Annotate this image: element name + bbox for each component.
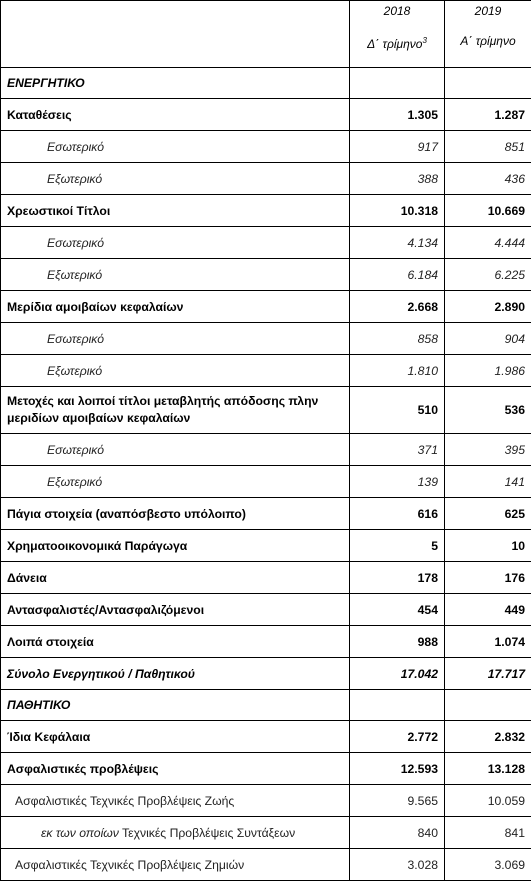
row-label: Ασφαλιστικές προβλέψεις — [1, 753, 350, 785]
header-quarter-2019: Α΄ τρίμηνο — [460, 34, 516, 48]
row-value-2019: 625 — [445, 498, 531, 530]
section-title-assets: ΕΝΕΡΓΗΤΙΚΟ — [1, 68, 350, 99]
row-value-2018: 9.565 — [350, 785, 445, 817]
table-row — [1, 530, 531, 562]
row-value-2019: 449 — [445, 594, 531, 626]
total-label: Σύνολο Ενεργητικού / Παθητικού — [1, 658, 350, 690]
row-label: Καταθέσεις — [1, 99, 350, 131]
header-col-2018 — [350, 1, 445, 68]
total-row — [1, 658, 531, 690]
row-value-2019: 2.832 — [445, 721, 531, 753]
row-value-2019: 10 — [445, 530, 531, 562]
row-value-2018: 510 — [350, 387, 445, 434]
table-row — [1, 849, 531, 881]
row-value-2019: 1.287 — [445, 99, 531, 131]
row-label: Εξωτερικό — [1, 466, 350, 498]
header-footnote-mark: 3 — [422, 36, 427, 45]
row-value-2019: 851 — [445, 131, 531, 163]
table-row — [1, 785, 531, 817]
row-value-2018: 10.318 — [350, 195, 445, 227]
row-value-2019: 3.069 — [445, 849, 531, 881]
row-label: Εξωτερικό — [1, 163, 350, 195]
table-row — [1, 163, 531, 195]
row-value-2018: 388 — [350, 163, 445, 195]
row-value-2019: 2.890 — [445, 291, 531, 323]
row-label: Αντασφαλιστές/Αντασφαλιζόμενοι — [1, 594, 350, 626]
row-value-2018: 2.772 — [350, 721, 445, 753]
row-value-2018: 454 — [350, 594, 445, 626]
row-label: Εσωτερικό — [1, 323, 350, 355]
table-row — [1, 355, 531, 387]
table-row — [1, 498, 531, 530]
table-row — [1, 131, 531, 163]
row-value-2018: 12.593 — [350, 753, 445, 785]
row-label: Εσωτερικό — [1, 434, 350, 466]
row-label: Μερίδια αμοιβαίων κεφαλαίων — [1, 291, 350, 323]
row-label: Ίδια Κεφάλαια — [1, 721, 350, 753]
row-value-2018: 3.028 — [350, 849, 445, 881]
row-value-2018: 178 — [350, 562, 445, 594]
table-row — [1, 323, 531, 355]
row-value-2019: 841 — [445, 817, 531, 849]
row-value-2018: 917 — [350, 131, 445, 163]
total-value-2018: 17.042 — [350, 658, 445, 690]
row-value-2018: 2.668 — [350, 291, 445, 323]
row-label: Λοιπά στοιχεία — [1, 626, 350, 658]
row-label: Χρεωστικοί Τίτλοι — [1, 195, 350, 227]
table-row — [1, 387, 531, 434]
row-value-2019: 141 — [445, 466, 531, 498]
section-title-liabilities: ΠΑΘΗΤΙΚΟ — [1, 690, 350, 721]
section-assets — [1, 68, 531, 99]
table-row — [1, 466, 531, 498]
row-value-2019: 176 — [445, 562, 531, 594]
row-label-prefix: εκ των οποίων — [41, 825, 119, 840]
row-label: Ασφαλιστικές Τεχνικές Προβλέψεις Ζωής — [1, 785, 350, 817]
row-value-2019: 10.059 — [445, 785, 531, 817]
row-value-2019: 536 — [445, 387, 531, 434]
row-value-2018: 1.810 — [350, 355, 445, 387]
table-row — [1, 259, 531, 291]
row-value-2018: 840 — [350, 817, 445, 849]
row-value-2019: 436 — [445, 163, 531, 195]
row-value-2018: 1.305 — [350, 99, 445, 131]
row-value-2018: 139 — [350, 466, 445, 498]
table-row — [1, 594, 531, 626]
row-value-2018: 616 — [350, 498, 445, 530]
row-value-2018: 858 — [350, 323, 445, 355]
header-year-2019: 2019 — [474, 4, 502, 18]
row-label: Χρηματοοικονομικά Παράγωγα — [1, 530, 350, 562]
row-value-2019: 6.225 — [445, 259, 531, 291]
row-value-2018: 988 — [350, 626, 445, 658]
row-value-2018: 4.134 — [350, 227, 445, 259]
row-label: Εξωτερικό — [1, 355, 350, 387]
row-value-2018: 6.184 — [350, 259, 445, 291]
row-value-2019: 904 — [445, 323, 531, 355]
row-label-text: Τεχνικές Προβλέψεις Συντάξεων — [118, 825, 296, 840]
section-liabilities — [1, 690, 531, 721]
header-quarter-2018-text: Δ΄ τρίμηνο — [367, 37, 423, 51]
row-label: Ασφαλιστικές Τεχνικές Προβλέψεις Ζημιών — [1, 849, 350, 881]
row-value-2018: 5 — [350, 530, 445, 562]
row-value-2018: 371 — [350, 434, 445, 466]
table-row — [1, 99, 531, 131]
row-label: Εσωτερικό — [1, 131, 350, 163]
row-label: Μετοχές και λοιποί τίτλοι μεταβλητής απόδοσης πλην μεριδίων αμοιβαίων κεφαλαίων — [1, 387, 350, 434]
row-label: Εξωτερικό — [1, 259, 350, 291]
table-row — [1, 562, 531, 594]
table-row — [1, 817, 531, 849]
row-label: Δάνεια — [1, 562, 350, 594]
table-row — [1, 721, 531, 753]
header-quarter-2018 — [350, 35, 444, 50]
header-col-2019 — [445, 1, 531, 68]
row-value-2019: 4.444 — [445, 227, 531, 259]
header-empty-cell — [1, 1, 350, 68]
row-value-2019: 10.669 — [445, 195, 531, 227]
header-year-2018: 2018 — [383, 4, 411, 18]
header-row — [1, 1, 531, 68]
row-label: Πάγια στοιχεία (αναπόσβεστο υπόλοιπο) — [1, 498, 350, 530]
table-row — [1, 195, 531, 227]
row-value-2019: 13.128 — [445, 753, 531, 785]
total-value-2019: 17.717 — [445, 658, 531, 690]
row-label — [1, 817, 350, 849]
row-value-2019: 1.074 — [445, 626, 531, 658]
row-label: Εσωτερικό — [1, 227, 350, 259]
table-row — [1, 227, 531, 259]
table-row — [1, 753, 531, 785]
table-row — [1, 291, 531, 323]
row-value-2019: 395 — [445, 434, 531, 466]
table-row — [1, 434, 531, 466]
row-value-2019: 1.986 — [445, 355, 531, 387]
table-row — [1, 626, 531, 658]
